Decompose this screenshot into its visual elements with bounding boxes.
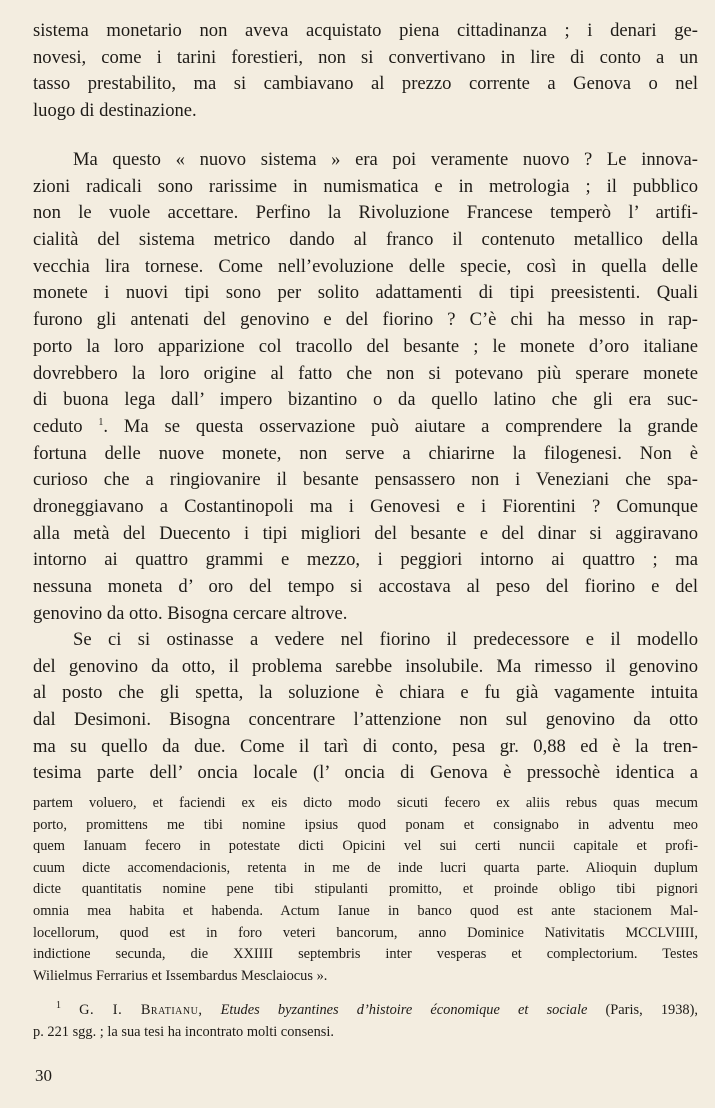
footnote-line: porto, promittens me tibi nomine ipsius quod ponam et consignabo in adventu meo	[33, 816, 698, 833]
footnote-line: Wilielmus Ferrarius et Issembardus Mesclaiocus ».	[33, 967, 328, 984]
text-line: porto la loro apparizione col tracollo del besante ; le monete d’oro italiane	[33, 335, 698, 357]
footnote-line: cuum dicte accomendacionis, retenta in me de inde lucri quarta parte. Alioquin duplum	[33, 859, 698, 876]
footnote-line: dicte quantitatis nomine pene tibi stipulanti promitto, et proinde obligo tibi pignori	[33, 881, 698, 898]
text-fragment: ceduto	[33, 415, 83, 437]
text-line: tesima parte dell’ oncia locale (l’ oncia di Genova è pressochè identica a	[33, 762, 698, 784]
text-line: di buona lega dall’ impero bizantino o da quello latino che gli era suc-	[33, 389, 698, 411]
paragraph-1	[33, 18, 698, 125]
text-line: non le vuole accettare. Perfino la Rivoluzione Francese temperò l’ artifi-	[33, 202, 698, 224]
footnote-ref-1: 1	[98, 416, 104, 428]
text-line: al posto che gli spetta, la soluzione è chiara e fu già vagamente intuita	[33, 682, 698, 704]
text-line: nessuna moneta d’ oro del tempo si accostava al peso del fiorino e del	[33, 576, 698, 597]
footnote-author: G. I. Bratianu,	[79, 1002, 203, 1018]
text-line: genovino da otto. Bisogna cercare altrove.	[33, 602, 348, 624]
text-line: Ma questo « nuovo sistema » era poi veramente nuovo ? Le innova-	[73, 149, 698, 170]
text-fragment: . Ma se questa osservazione può aiutare a comprendere la grande	[103, 415, 698, 437]
page-number: 30	[35, 1066, 52, 1085]
footnote-line: indictione secunda, die XXIIII septembris inter vesperas et complectorium. Testes	[33, 946, 698, 963]
footnote-1	[33, 1000, 698, 1043]
text-line: zioni radicali sono rarissime in numismatica e in metrologia ; il pubblico	[33, 175, 698, 197]
text-line: tasso prestabilito, ma si cambiavano al prezzo corrente a Genova o nel	[33, 73, 698, 95]
text-line: droneggiavano a Costantinopoli ma i Genovesi e i Fiorentini ? Comunque	[33, 495, 698, 517]
paragraph-3	[33, 627, 698, 787]
text-line: novesi, come i tarini forestieri, non si convertivano in lire di conto a un	[33, 46, 698, 68]
footnote-line: omnia mea habita et habenda. Actum Ianue in banco quod est ante stacionem Mal-	[33, 902, 698, 919]
footnote-title: Etudes byzantines d’histoire économique et sociale	[220, 1002, 588, 1018]
text-line: alla metà del Duecento i tipi migliori del besante e del dinar si aggiravano	[33, 522, 698, 544]
footnote-line: locellorum, quod est in foro veteri bancorum, anno Dominice Nativitatis MCCLVIIII,	[33, 924, 698, 941]
text-line: Se ci si ostinasse a vedere nel fiorino il predecessore e il modello	[73, 629, 698, 650]
footnote-line: quem Ianuam fecero in potestate dicti Opicini vel sui certi nuncii capitale et profi-	[33, 838, 698, 855]
footnote-citation: (Paris, 1938),	[605, 1002, 698, 1018]
text-line: dovrebbero la loro origine al fatto che non si potevano più sperare monete	[33, 362, 698, 384]
footnote-continuation	[33, 793, 698, 987]
paragraph-2	[33, 147, 698, 627]
footnote-mark-1: 1	[56, 1000, 61, 1012]
text-line: del genovino da otto, il problema sarebbe insolubile. Ma rimesso il genovino	[33, 655, 698, 677]
footnote-line: partem voluero, et faciendi ex eis dicto modo sicuti fecero ex aliis rebus quas mecum	[33, 795, 698, 811]
text-line: luogo di destinazione.	[33, 100, 197, 122]
text-line: furono gli antenati del genovino e del fiorino ? C’è chi ha messo in rap-	[33, 309, 698, 331]
text-line: ma su quello da due. Come il tarì di conto, pesa gr. 0,88 ed è la tren-	[33, 735, 698, 757]
text-line: vecchia lira tornese. Come nell’evoluzione delle specie, così in quella delle	[33, 255, 698, 277]
text-line: fortuna delle nuove monete, non serve a chiarirne la filogenesi. Non è	[33, 442, 698, 464]
text-line: monete i nuovi tipi sono per solito adattamenti di tipi preesistenti. Quali	[33, 282, 698, 304]
footnote-line	[33, 1000, 698, 1022]
text-line: cialità del sistema metrico dando al franco il contenuto metallico della	[33, 229, 698, 251]
footnote-line: p. 221 sgg. ; la sua tesi ha incontrato molti consensi.	[33, 1023, 334, 1040]
text-line: intorno ai quattro grammi e mezzo, i peggiori intorno ai quattro ; ma	[33, 549, 698, 571]
text-line: dal Desimoni. Bisogna concentrare l’attenzione non sul genovino da otto	[33, 709, 698, 731]
text-line: sistema monetario non aveva acquistato piena cittadinanza ; i denari ge-	[33, 20, 698, 41]
text-line	[33, 414, 698, 441]
text-line: curioso che a ringiovanire il besante pensassero non i Veneziani che spa-	[33, 469, 698, 491]
